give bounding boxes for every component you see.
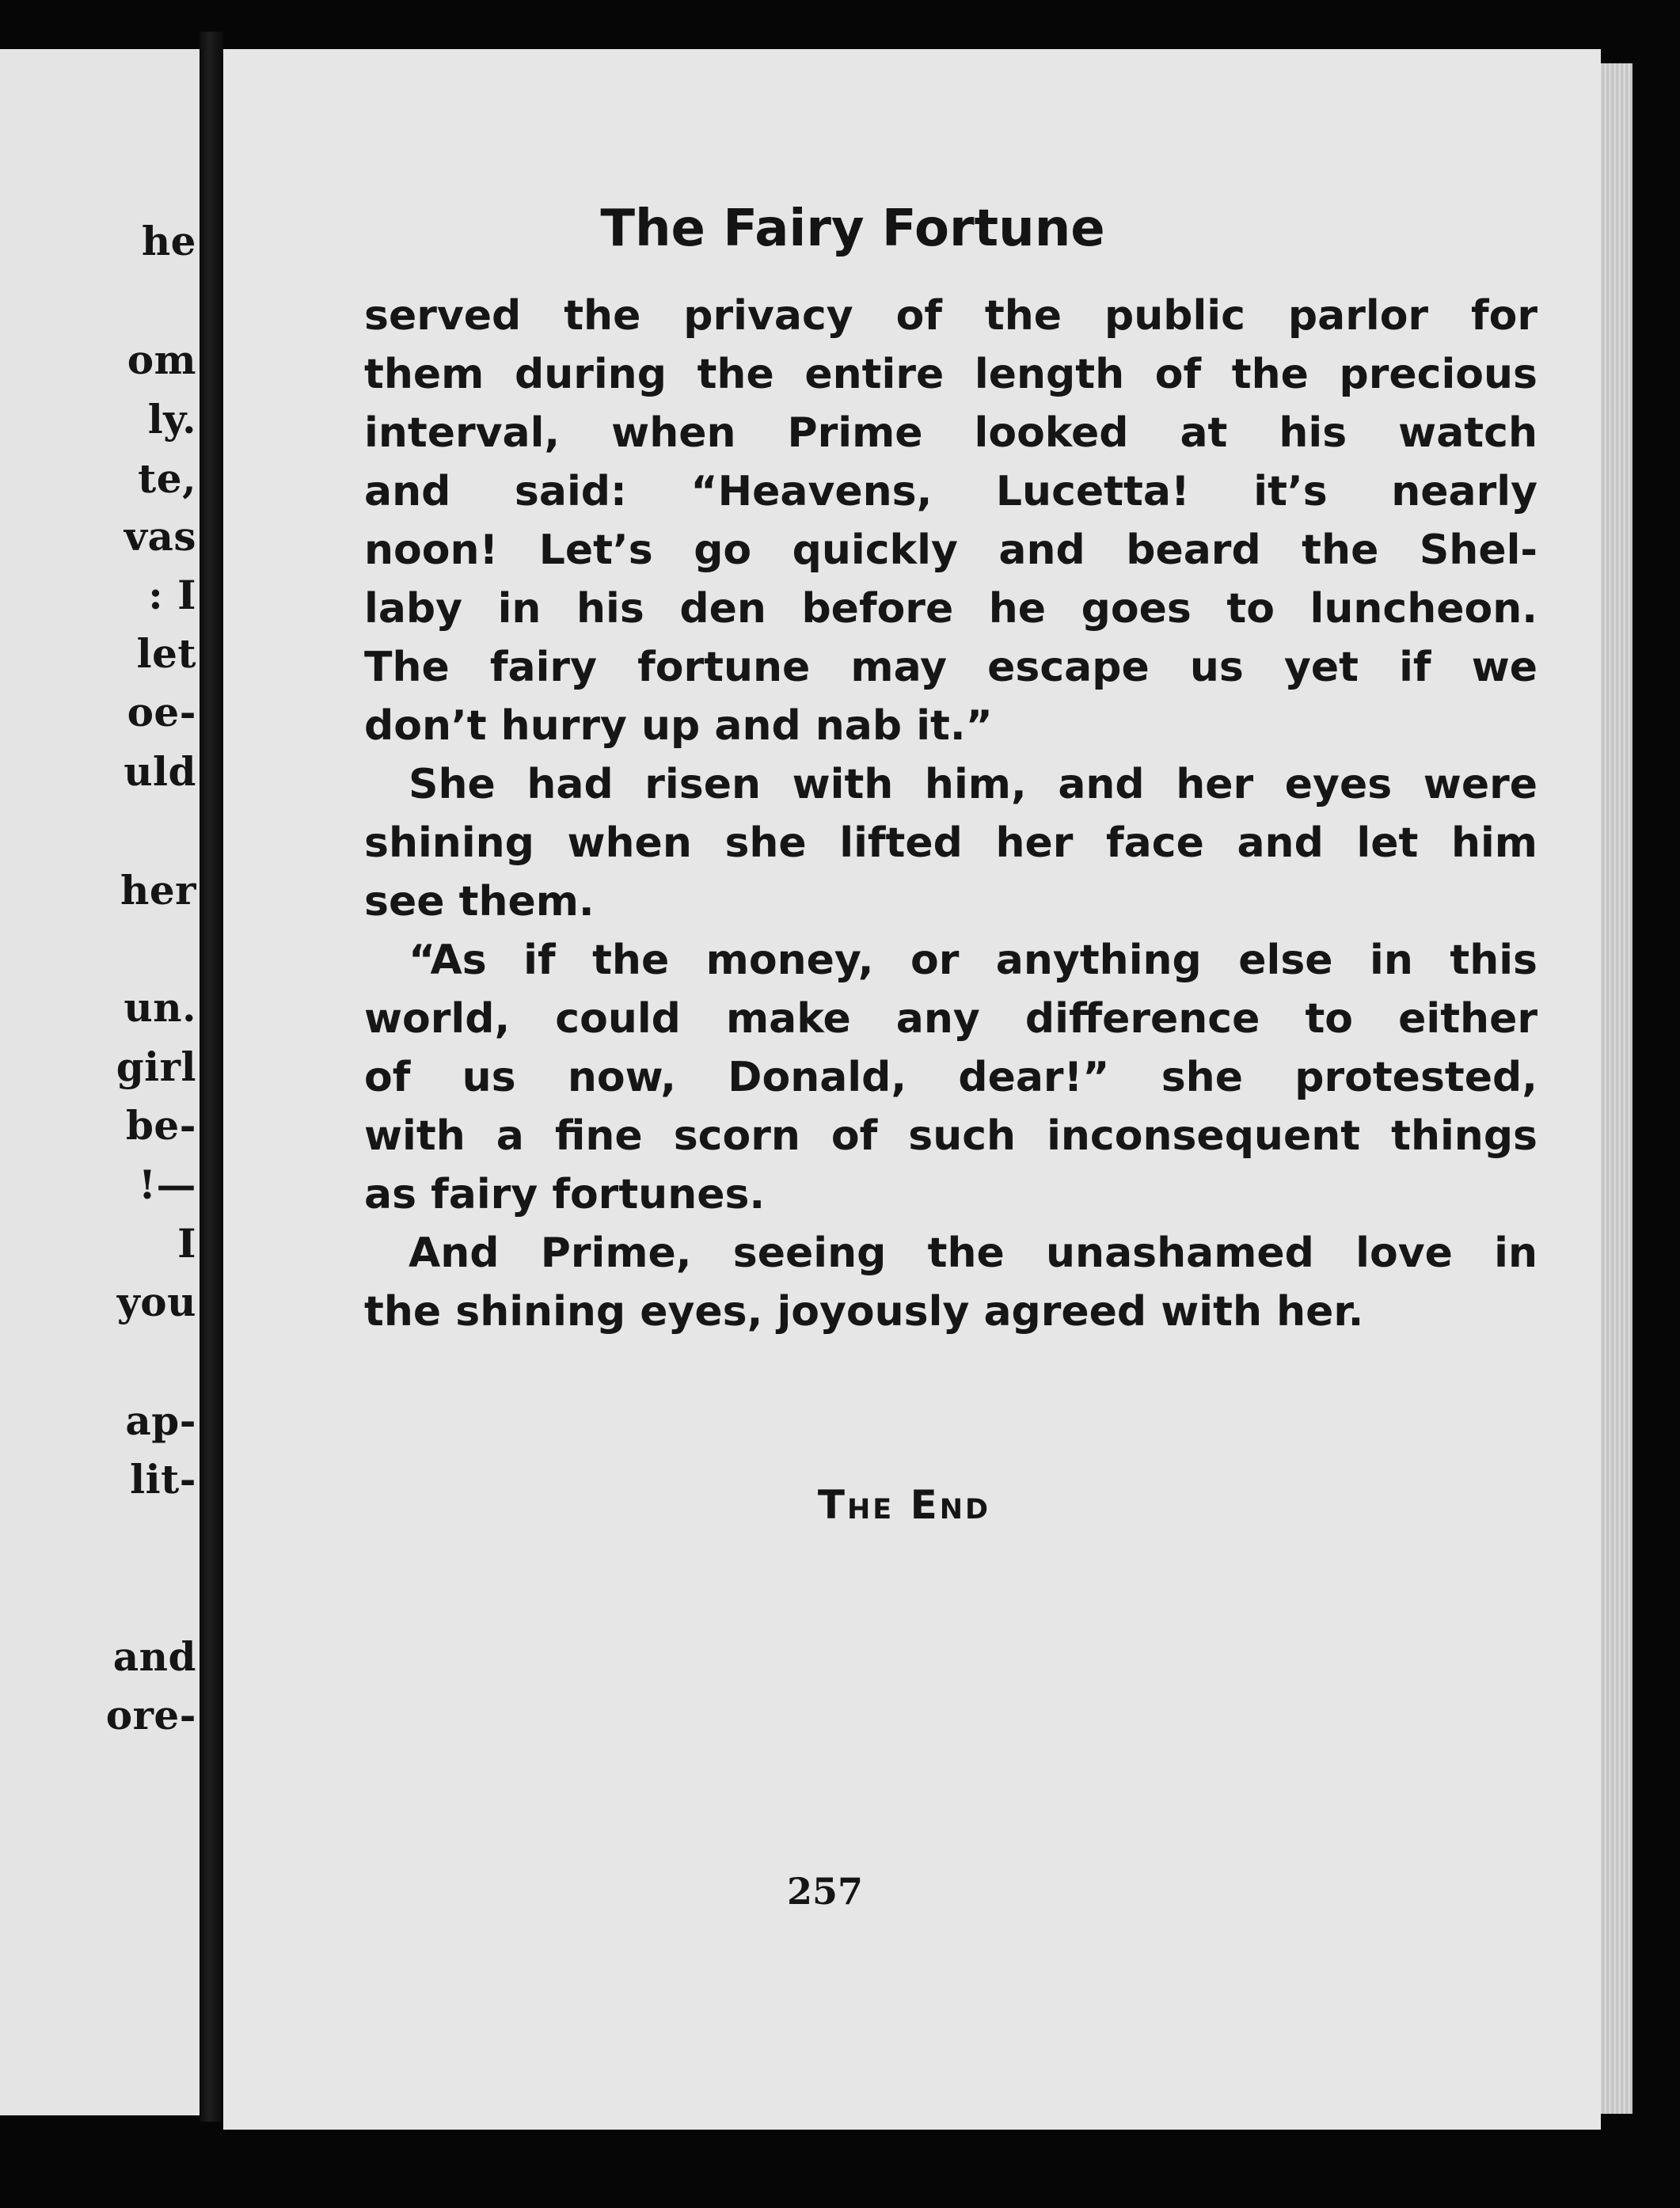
left-page-line-fragment: ap- — [125, 1397, 196, 1444]
left-page-line-fragment: vas — [124, 513, 196, 560]
body-text — [364, 287, 1537, 1341]
text-line: served the privacy of the public parlor for — [364, 292, 1537, 340]
running-head: The Fairy Fortune — [600, 200, 1105, 258]
text-line: interval, when Prime looked at his watch — [364, 409, 1537, 457]
text-line: the shining eyes, joyously agreed with her. — [364, 1288, 1364, 1336]
left-page-line-fragment: you — [116, 1279, 196, 1325]
text-line: The fairy fortune may escape us yet if we — [364, 644, 1537, 691]
page-number: 257 — [786, 1870, 864, 1913]
text-line: And Prime, seeing the unashamed love in — [409, 1229, 1537, 1277]
text-line: with a fine scorn of such inconsequent things — [364, 1112, 1537, 1160]
left-page-line-fragment: om — [127, 336, 196, 383]
text-line: world, could make any difference to either — [364, 995, 1537, 1043]
page-257 — [223, 49, 1601, 2130]
text-line: see them. — [364, 878, 595, 925]
left-page-line-fragment: oe- — [127, 689, 196, 735]
left-page-line-fragment: ly. — [147, 396, 196, 443]
text-line: laby in his den before he goes to luncheon. — [364, 585, 1537, 633]
left-page-line-fragment: and — [112, 1633, 196, 1680]
left-page-line-fragment: let — [136, 630, 196, 677]
text-line: and said: “Heavens, Lucetta! it’s nearly — [364, 468, 1537, 515]
left-page-line-fragment: he — [141, 218, 196, 264]
left-page-line-fragment: un. — [124, 984, 196, 1031]
page-block-edge — [1601, 63, 1632, 2114]
facing-page-left — [0, 49, 200, 2115]
text-line: She had risen with him, and her eyes were — [409, 761, 1537, 808]
text-line: of us now, Donald, dear!” she protested, — [364, 1054, 1537, 1101]
text-line: as fairy fortunes. — [364, 1171, 766, 1218]
text-line: them during the entire length of the precious — [364, 351, 1537, 398]
left-page-line-fragment: I — [177, 1220, 196, 1267]
left-page-line-fragment: !— — [139, 1161, 196, 1208]
left-page-line-fragment: her — [120, 867, 196, 914]
the-end-heading: The End — [817, 1482, 991, 1528]
text-line: don’t hurry up and nab it.” — [364, 702, 993, 750]
left-page-line-fragment: : I — [148, 572, 196, 618]
book-gutter — [200, 32, 223, 2122]
left-page-line-fragment: uld — [124, 748, 196, 795]
text-line: “As if the money, or anything else in this — [409, 937, 1537, 984]
left-page-line-fragment: ore- — [105, 1692, 196, 1739]
text-line: noon! Let’s go quickly and beard the Shel- — [364, 526, 1537, 574]
left-page-line-fragment: girl — [116, 1043, 196, 1090]
left-page-line-fragment: te, — [138, 455, 196, 502]
text-line: shining when she lifted her face and let him — [364, 819, 1537, 867]
left-page-line-fragment: be- — [125, 1102, 196, 1149]
left-page-line-fragment: lit- — [130, 1456, 196, 1503]
